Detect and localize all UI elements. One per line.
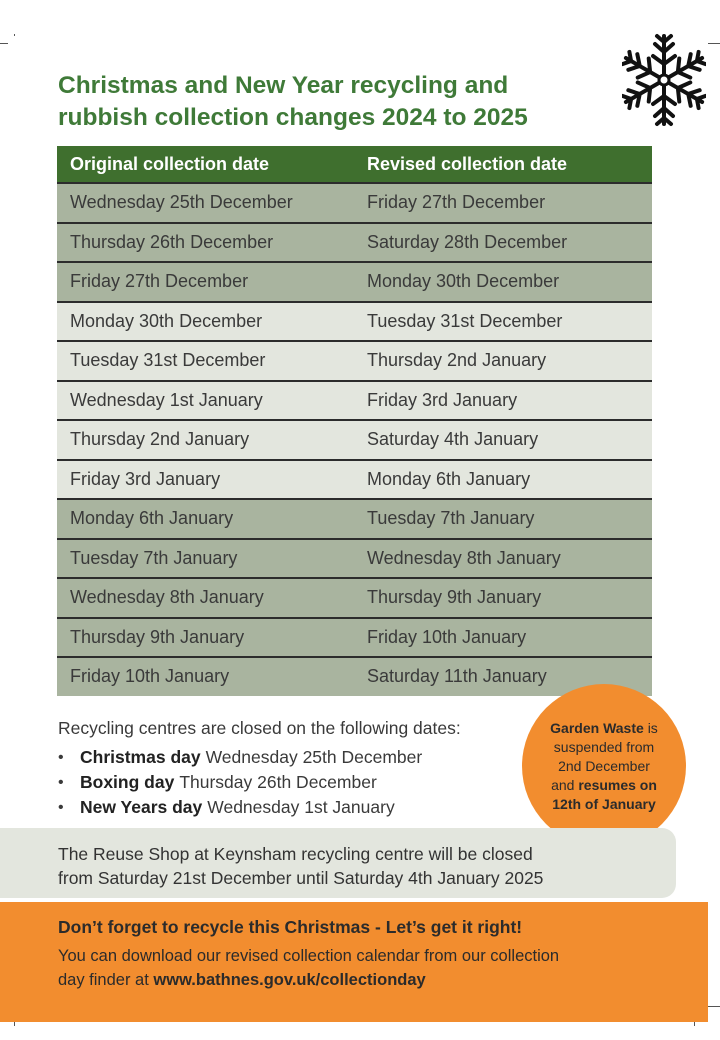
crop-mark [0, 43, 8, 44]
revised-date: Saturday 4th January [367, 429, 539, 450]
revised-date: Thursday 9th January [367, 587, 542, 608]
footer-text: You can download our revised collection calendar from our collection [58, 947, 560, 965]
original-date: Tuesday 7th January [70, 547, 238, 568]
closures-intro: Recycling centres are closed on the following dates: [58, 718, 461, 738]
table-row [57, 421, 652, 461]
reuse-shop-text: The Reuse Shop at Keynsham recycling centre will be closed [58, 844, 533, 864]
original-date: Monday 30th December [70, 310, 263, 331]
revised-date: Monday 6th January [367, 468, 531, 489]
reuse-shop-panel [0, 828, 676, 898]
closure-name: New Years day [80, 797, 203, 817]
table-row [57, 224, 652, 264]
garden-waste-text: 2nd December [558, 757, 650, 774]
revised-date: Thursday 2nd January [367, 350, 547, 371]
list-item: • Boxing day Thursday 26th December [58, 772, 377, 792]
collection-table [57, 146, 652, 696]
revised-date: Saturday 11th January [367, 666, 547, 687]
original-date: Thursday 9th January [70, 626, 245, 647]
list-item: • New Years day Wednesday 1st January [58, 797, 395, 817]
table-row [57, 303, 652, 343]
closure-date: Thursday 26th December [179, 772, 377, 792]
closures-list [58, 745, 422, 820]
collection-day-link[interactable]: www.bathnes.gov.uk/collectionday [153, 971, 426, 989]
table-row [57, 461, 652, 501]
table-row [57, 184, 652, 224]
original-date: Monday 6th January [70, 508, 234, 529]
revised-date: Friday 27th December [367, 192, 546, 213]
table-row [57, 500, 652, 540]
garden-waste-text: and [551, 776, 575, 793]
footer-heading: Don’t forget to recycle this Christmas - Let’s get it right! [58, 917, 523, 937]
revised-date: Monday 30th December [367, 271, 560, 292]
garden-waste-text: 12th of January [552, 795, 656, 812]
page-title: Christmas and New Year recycling and rubbish collection changes 2024 to 2025 [58, 72, 528, 131]
revised-date: Tuesday 7th January [367, 508, 535, 529]
garden-waste-title: Garden Waste [550, 719, 644, 736]
garden-waste-text: resumes on [578, 776, 657, 793]
garden-waste-text: is [647, 719, 658, 736]
revised-date: Saturday 28th December [367, 231, 568, 252]
original-date: Friday 3rd January [70, 468, 221, 489]
closure-date: Wednesday 1st January [207, 797, 395, 817]
list-item: • Christmas day Wednesday 25th December [58, 747, 423, 767]
original-date: Thursday 26th December [70, 231, 274, 252]
crop-mark [708, 1006, 720, 1007]
header-original: Original collection date [70, 153, 270, 174]
original-date: Thursday 2nd January [70, 429, 250, 450]
original-date: Wednesday 1st January [70, 389, 263, 410]
header-revised: Revised collection date [367, 153, 568, 174]
footer-banner [0, 902, 708, 1022]
table-row [57, 658, 652, 696]
revised-date: Wednesday 8th January [367, 547, 561, 568]
table-row [57, 382, 652, 422]
footer-body [58, 944, 618, 992]
crop-mark [14, 34, 15, 36]
table-row [57, 619, 652, 659]
closure-name: Boxing day [80, 772, 175, 792]
table-header [57, 146, 652, 184]
garden-waste-badge [522, 684, 686, 848]
original-date: Friday 27th December [70, 271, 249, 292]
snowflake-icon [622, 32, 706, 128]
original-date: Wednesday 8th January [70, 587, 264, 608]
garden-waste-text: suspended from [553, 738, 655, 755]
crop-mark [708, 43, 720, 44]
original-date: Friday 10th January [70, 666, 230, 687]
revised-date: Friday 3rd January [367, 389, 518, 410]
footer-text: day finder at [58, 971, 149, 989]
table-row [57, 263, 652, 303]
reuse-shop-text: from Saturday 21st December until Saturday 4th January 2025 [58, 868, 544, 888]
table-row [57, 342, 652, 382]
original-date: Tuesday 31st December [70, 350, 266, 371]
closure-date: Wednesday 25th December [205, 747, 423, 767]
table-row [57, 579, 652, 619]
table-row [57, 540, 652, 580]
original-date: Wednesday 25th December [70, 192, 293, 213]
revised-date: Friday 10th January [367, 626, 527, 647]
closure-name: Christmas day [80, 747, 201, 767]
revised-date: Tuesday 31st December [367, 310, 563, 331]
